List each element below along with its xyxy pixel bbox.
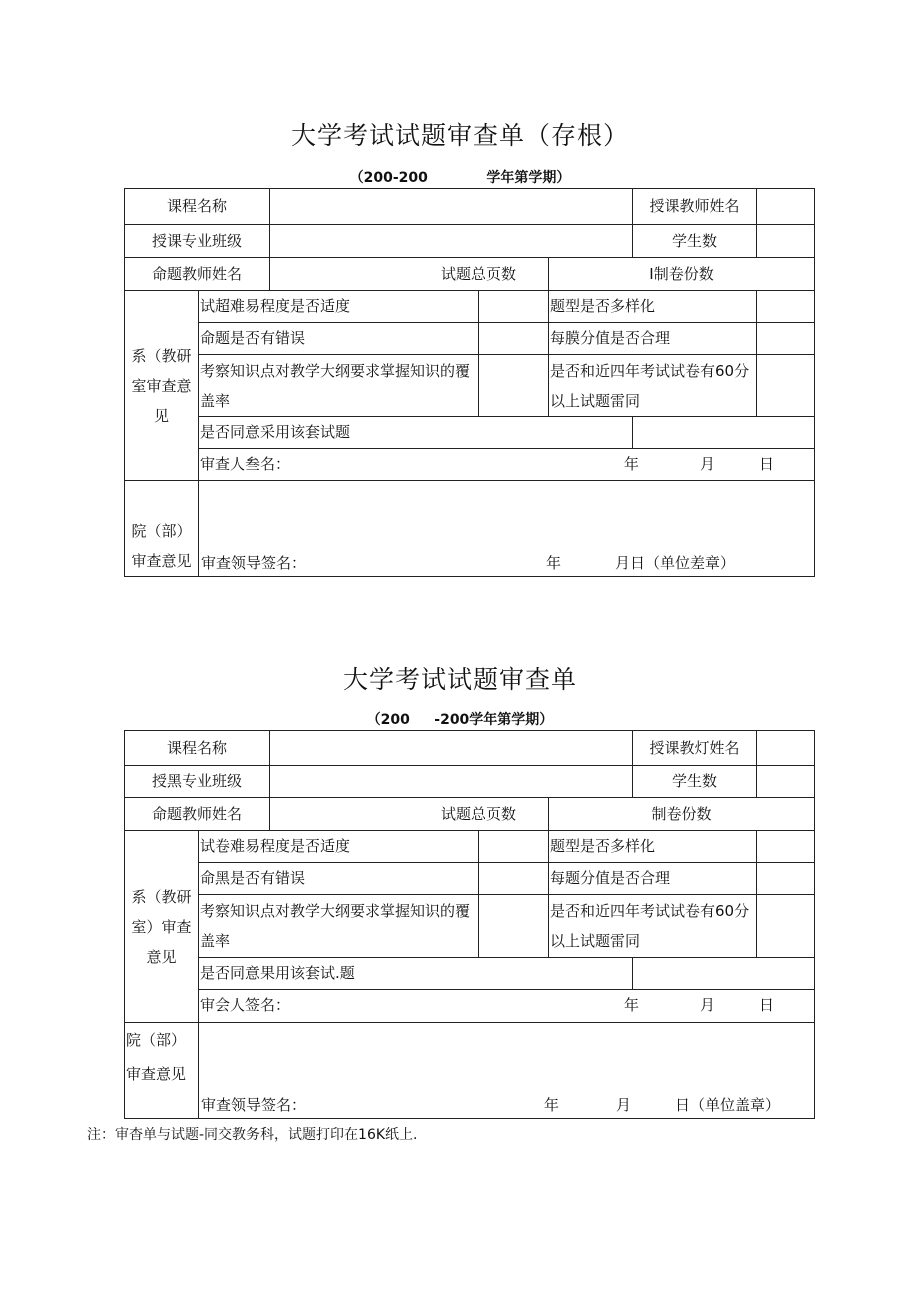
coverage-label: 考察知识点对教学大纲要求掌握知识的覆盖率	[199, 895, 479, 958]
review-year: 年	[624, 996, 640, 1014]
form2-table	[124, 730, 815, 1119]
leader-month: 月	[616, 1095, 632, 1114]
dept-review-label: 系（教研室审查意见	[125, 291, 199, 481]
class-label: 授课专业班级	[125, 225, 270, 258]
variety-label: 题型是否多样化	[549, 831, 757, 863]
leader-day-seal: 日（单位盖章）	[675, 1095, 781, 1114]
similar-field[interactable]	[757, 895, 815, 958]
difficulty-field[interactable]	[479, 291, 549, 323]
pages-label: 试题总页数	[270, 258, 549, 291]
setter-label: 命题教师姓名	[125, 798, 270, 831]
leader-signature-label: 审查领导签名：	[201, 553, 307, 572]
form1-table	[124, 188, 815, 577]
students-field[interactable]	[757, 766, 815, 798]
dept-review-label: 系（教研室）审查意见	[125, 831, 199, 1023]
course-name-field[interactable]	[270, 189, 633, 225]
course-name-label: 课程名称	[125, 189, 270, 225]
pages-label: 试题总页数	[270, 798, 549, 831]
review-day: 日	[759, 996, 775, 1014]
copies-label: I制卷份数	[549, 258, 815, 291]
adopt-label: 是否同意果用该套试.题	[199, 958, 633, 990]
errors-label: 命黑是否有错误	[199, 863, 479, 895]
copies-label: 制卷份数	[549, 798, 815, 831]
adopt-field[interactable]	[633, 417, 815, 449]
course-name-field[interactable]	[270, 731, 633, 766]
review-day: 日	[759, 455, 775, 473]
college-review-field[interactable]	[199, 1023, 815, 1119]
coverage-field[interactable]	[479, 895, 549, 958]
footnote: 注：审杳单与试题-同交教务科，试题打印在16K纸上.	[87, 1127, 418, 1143]
reviewer-row[interactable]	[199, 449, 815, 481]
reviewer-label: 审查人叁名：	[200, 455, 291, 473]
class-field[interactable]	[270, 766, 633, 798]
form2-subtitle: （200 -200学年第学期）	[366, 712, 554, 728]
leader-year: 年	[546, 553, 562, 572]
scores-field[interactable]	[757, 863, 815, 895]
students-field[interactable]	[757, 225, 815, 258]
scores-label: 每题分值是否合理	[549, 863, 757, 895]
reviewer-row[interactable]	[199, 990, 815, 1023]
errors-field[interactable]	[479, 323, 549, 355]
review-month: 月	[700, 996, 716, 1014]
similar-label: 是否和近四年考试试卷有60分以上试题雷同	[549, 355, 757, 417]
students-label: 学生数	[633, 225, 757, 258]
leader-signature-label: 审查领导签名：	[201, 1095, 307, 1114]
similar-label: 是否和近四年考试试卷有60分以上试题雷同	[549, 895, 757, 958]
difficulty-label: 试卷难易程度是否适度	[199, 831, 479, 863]
teacher-name-field[interactable]	[757, 189, 815, 225]
teacher-name-label: 授课教灯姓名	[633, 731, 757, 766]
leader-month-day-seal: 月日（单位差章）	[615, 553, 736, 572]
difficulty-field[interactable]	[479, 831, 549, 863]
form1-title: 大学考试试题审查单（存根）	[290, 121, 629, 150]
scores-label: 每膜分值是否合理	[549, 323, 757, 355]
leader-year: 年	[544, 1095, 560, 1114]
setter-label: 命题教师姓名	[125, 258, 270, 291]
class-field[interactable]	[270, 225, 633, 258]
variety-field[interactable]	[757, 831, 815, 863]
errors-label: 命题是否有错误	[199, 323, 479, 355]
teacher-name-field[interactable]	[757, 731, 815, 766]
coverage-label: 考察知识点对教学大纲要求掌握知识的覆盖率	[199, 355, 479, 417]
coverage-field[interactable]	[479, 355, 549, 417]
reviewer-label: 审会人签名：	[200, 996, 291, 1014]
class-label: 授黑专业班级	[125, 766, 270, 798]
form2-title: 大学考试试题审查单	[342, 665, 577, 694]
college-review-label: 院（部）审查意见	[125, 481, 199, 577]
review-year: 年	[624, 455, 640, 473]
students-label: 学生数	[633, 766, 757, 798]
teacher-name-label: 授课教师姓名	[633, 189, 757, 225]
errors-field[interactable]	[479, 863, 549, 895]
difficulty-label: 试超难易程度是否适度	[199, 291, 479, 323]
review-month: 月	[700, 455, 716, 473]
college-review-label: 院（部）审查意见	[125, 1023, 199, 1119]
adopt-label: 是否同意采用该套试题	[199, 417, 633, 449]
scores-field[interactable]	[757, 323, 815, 355]
variety-label: 题型是否多样化	[549, 291, 757, 323]
adopt-field[interactable]	[633, 958, 815, 990]
course-name-label: 课程名称	[125, 731, 270, 766]
variety-field[interactable]	[757, 291, 815, 323]
similar-field[interactable]	[757, 355, 815, 417]
college-review-field[interactable]	[199, 481, 815, 577]
form1-subtitle: （200-200 学年第学期）	[349, 170, 571, 186]
